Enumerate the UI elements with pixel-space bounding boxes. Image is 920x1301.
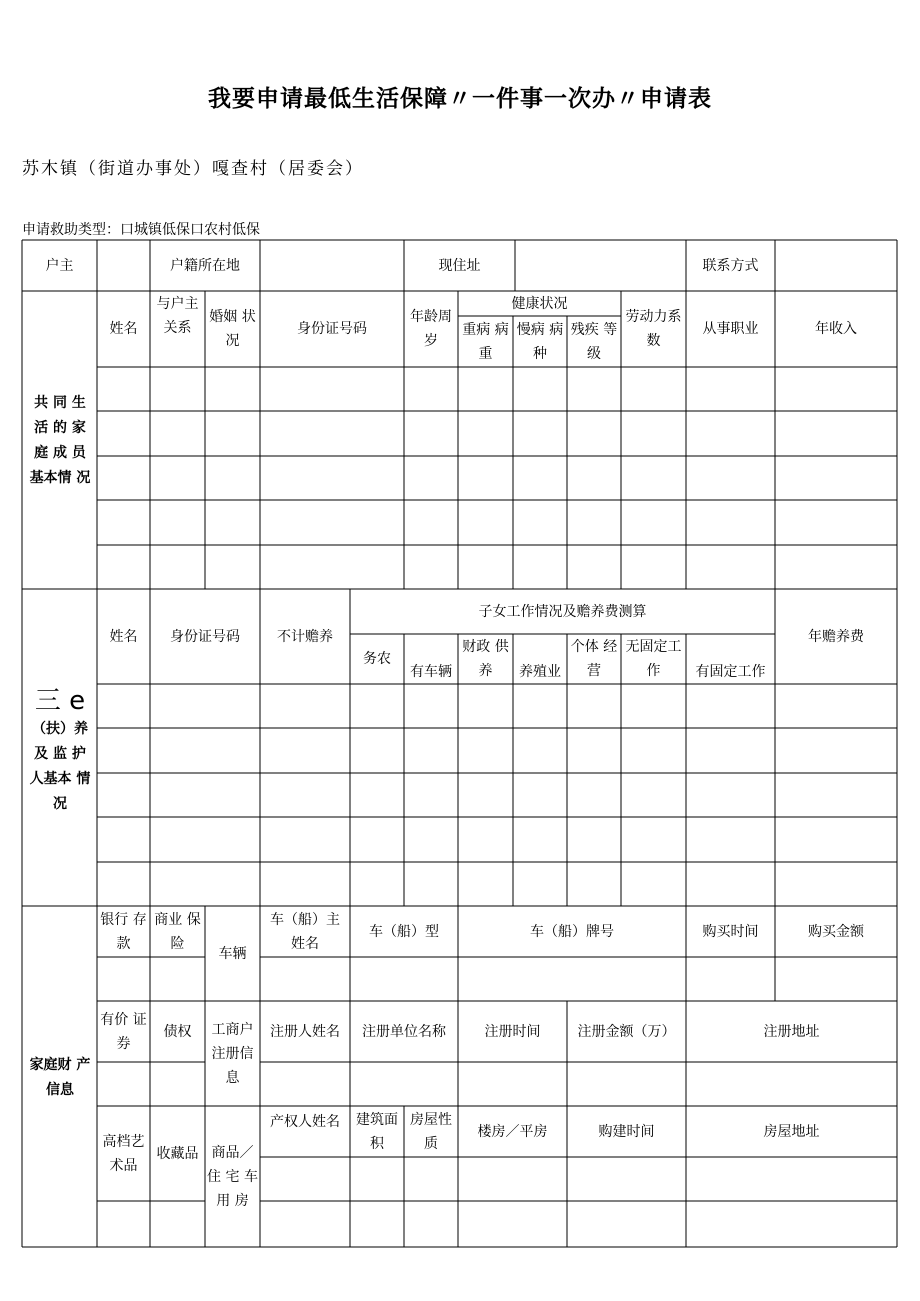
building-type-header: 楼房／平房: [477, 1123, 548, 1140]
family-health-header: 健康状况: [511, 295, 568, 312]
vehicle-model-header: 车（船）型: [369, 923, 439, 940]
assist-type-line: 申请救助类型：口城镇低保口农村低保: [22, 222, 260, 238]
family-labor-header: 劳动力系 数: [625, 309, 682, 349]
registration-amount-header: 注册金额（万）: [577, 1023, 676, 1040]
bank-deposit-label: 银行 存款: [100, 911, 147, 952]
buy-amount-header: 购买金额: [808, 923, 864, 940]
registry-label: 户籍所在地: [170, 257, 240, 274]
house-nature-header: 房屋性 质: [410, 1111, 452, 1152]
support-breeding-header: 养殖业: [519, 664, 561, 680]
householder-label: 户主: [45, 257, 74, 274]
housing-label: 商品／ 住 宅 车 用 房: [207, 1144, 258, 1209]
vehicle-label: 车辆: [218, 945, 247, 962]
registration-address-header: 注册地址: [763, 1023, 820, 1040]
build-time-header: 购建时间: [598, 1123, 655, 1140]
family-relation-header: 与户主 关系: [156, 296, 199, 336]
support-public-header: 财政 供养: [462, 639, 509, 679]
family-name-header: 姓名: [109, 321, 138, 337]
support-vehicle-header: 有车辆: [410, 664, 452, 680]
support-unfixed-header: 无固定工 作: [625, 639, 682, 679]
bonds-label: 债权: [163, 1023, 192, 1040]
vehicle-owner-header: 车（船）主 姓名: [270, 911, 340, 952]
house-address-header: 房屋地址: [763, 1123, 820, 1140]
support-section-title-big: 三 e: [34, 686, 86, 716]
insurance-label: 商业 保险: [154, 911, 201, 952]
artwork-label: 高档艺 术品: [102, 1133, 145, 1174]
support-work-header: 子女工作情况及赡养费测算: [478, 603, 647, 620]
form-title: 我要申请最低生活保障〃一件事一次办〃申请表: [208, 86, 712, 112]
family-section-title: 共 同 生 活 的 家 庭 成 员 基本情 况: [29, 394, 91, 486]
support-individual-header: 个体 经营: [570, 639, 618, 679]
contact-label: 联系方式: [702, 257, 759, 274]
registered-unit-header: 注册单位名称: [362, 1023, 446, 1040]
family-health-chronic-header: 慢病 病种: [516, 321, 564, 362]
property-section-title: 家庭财 产信息: [29, 1056, 91, 1098]
business-registration-label: 工商户 注册信 息: [211, 1021, 254, 1086]
collection-label: 收藏品: [156, 1145, 199, 1162]
support-fixed-header: 有固定工作: [695, 664, 766, 680]
property-owner-header: 产权人姓名: [270, 1114, 340, 1130]
buy-time-header: 购买时间: [702, 923, 759, 940]
support-excluded-header: 不计赡养: [277, 628, 333, 645]
family-income-header: 年收入: [815, 321, 857, 337]
family-marital-header: 婚姻 状况: [209, 309, 256, 349]
location-line: 苏木镇（街道办事处）嘎查村（居委会）: [22, 159, 364, 179]
family-id-header: 身份证号码: [297, 321, 367, 337]
family-health-disability-header: 残疾 等级: [570, 321, 618, 362]
support-section-title: （扶）养 及 监 护 人基本 情况: [29, 721, 91, 812]
family-age-header: 年龄周 岁: [410, 309, 452, 349]
family-occupation-header: 从事职业: [702, 321, 759, 337]
vehicle-plate-header: 车（船）牌号: [530, 923, 614, 940]
address-label: 现住址: [438, 257, 481, 274]
registrant-name-header: 注册人姓名: [270, 1023, 340, 1040]
support-id-header: 身份证号码: [170, 628, 240, 645]
registration-time-header: 注册时间: [484, 1023, 541, 1040]
support-name-header: 姓名: [109, 628, 138, 645]
building-area-header: 建筑面 积: [356, 1111, 398, 1152]
support-fee-header: 年赡养费: [808, 628, 864, 645]
securities-label: 有价 证券: [100, 1011, 147, 1052]
support-farming-header: 务农: [363, 651, 391, 667]
family-health-serious-header: 重病 病重: [462, 321, 509, 362]
